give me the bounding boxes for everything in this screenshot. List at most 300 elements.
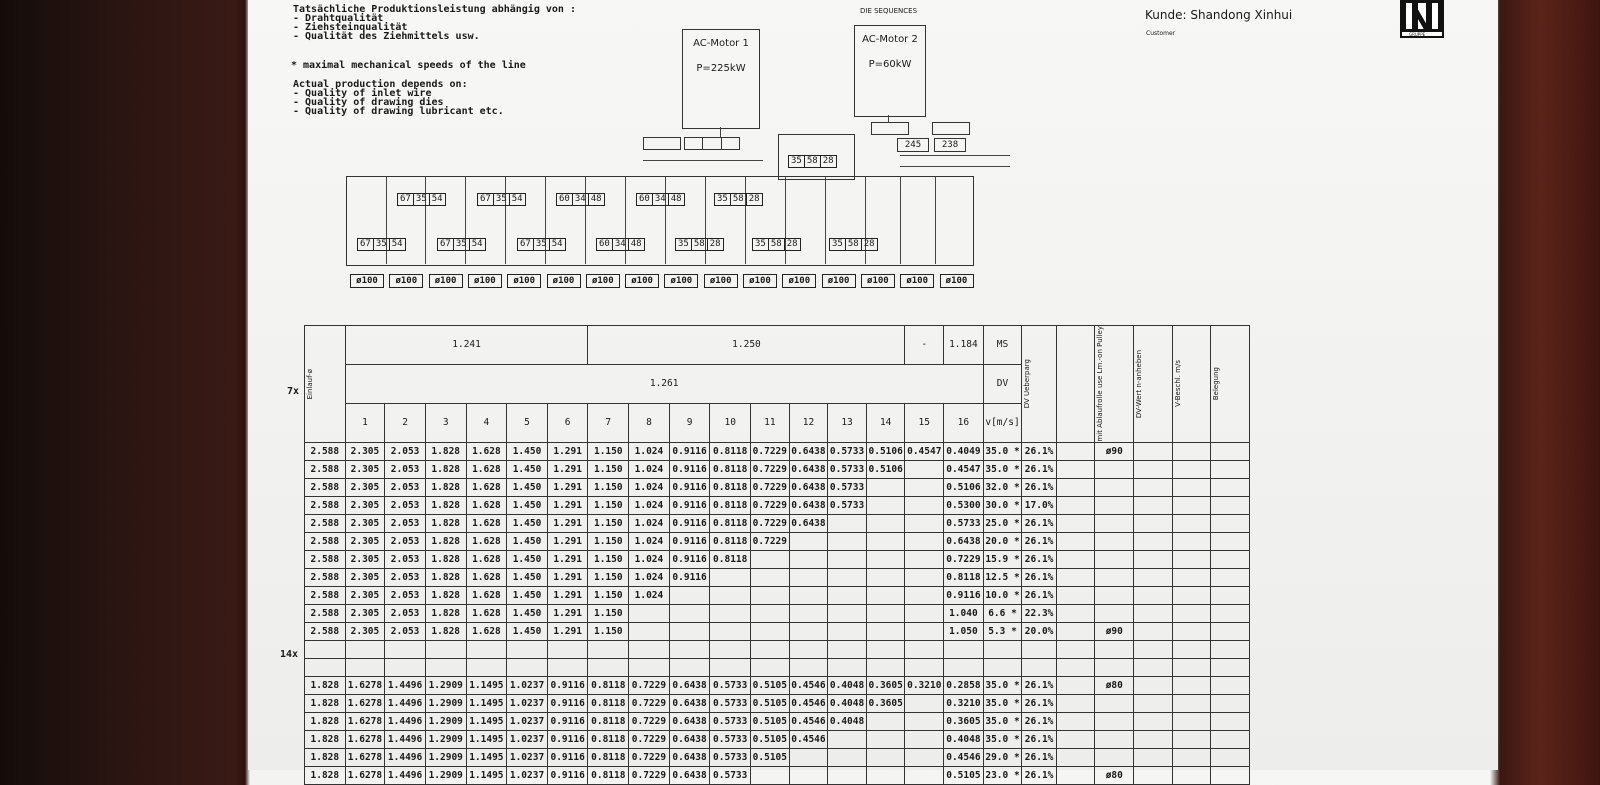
table-cell: 2.305 <box>345 496 385 514</box>
table-cell <box>1211 730 1250 748</box>
table-cell <box>905 532 944 550</box>
ratio-cell: 1.241 <box>345 326 588 365</box>
header-cell <box>305 326 346 443</box>
table-cell: 0.5733 <box>710 748 751 766</box>
header-cell <box>1095 326 1134 443</box>
table-cell: 1.628 <box>466 442 507 460</box>
kunde-value: Shandong Xinhui <box>1190 8 1293 22</box>
table-cell: 1.291 <box>547 550 588 568</box>
table-cell: 2.305 <box>345 550 385 568</box>
table-cell <box>1211 514 1250 532</box>
table-cell: 1.4496 <box>385 730 426 748</box>
table-row <box>305 712 1250 730</box>
table-cell: 1.0237 <box>507 748 548 766</box>
table-cell: 0.6438 <box>669 694 710 712</box>
table-cell <box>905 568 944 586</box>
table-cell: 2.305 <box>345 478 385 496</box>
table-cell <box>1134 676 1173 694</box>
column-number: 5 <box>507 403 548 442</box>
table-cell: 0.5105 <box>751 676 790 694</box>
table-cell: 1.4496 <box>385 694 426 712</box>
table-cell: 1.628 <box>466 568 507 586</box>
speed-cell: 35.0 * <box>983 694 1022 712</box>
dv-percent-cell: 26.1% <box>1022 514 1057 532</box>
table-row <box>305 532 1250 550</box>
table-cell <box>1134 550 1173 568</box>
table-cell <box>866 730 905 748</box>
capstan-diameter: ø100 <box>547 274 581 288</box>
table-cell <box>1134 496 1173 514</box>
table-cell <box>828 730 867 748</box>
table-cell <box>1134 442 1173 460</box>
table-cell <box>1134 604 1173 622</box>
table-cell: 0.9116 <box>547 676 588 694</box>
table-cell: 1.0237 <box>507 712 548 730</box>
dieset: 60 34 48 <box>556 193 605 206</box>
table-cell <box>789 568 828 586</box>
table-cell: 0.6438 <box>789 478 828 496</box>
row-group-prefix: 14x <box>280 649 299 660</box>
table-cell: 0.5733 <box>710 712 751 730</box>
speed-cell: 32.0 * <box>983 478 1022 496</box>
pulley-cell <box>1095 568 1134 586</box>
header-de-block <box>293 5 576 41</box>
dv-percent-cell: 26.1% <box>1022 532 1057 550</box>
table-cell <box>828 586 867 604</box>
dv-percent-cell: 26.1% <box>1022 568 1057 586</box>
table-cell <box>789 766 828 784</box>
table-cell: 1.828 <box>425 622 466 640</box>
table-cell: 1.828 <box>425 568 466 586</box>
pulley-cell <box>1095 550 1134 568</box>
speed-cell: 10.0 * <box>983 586 1022 604</box>
dv-ueber-header: DV Ueberparg <box>1023 359 1032 409</box>
capstan-diameter: ø100 <box>861 274 895 288</box>
table-cell: 0.8118 <box>588 748 629 766</box>
speed-note: * maximal mechanical speeds of the line <box>291 60 526 71</box>
table-cell <box>1095 658 1134 676</box>
table-cell: 1.6278 <box>345 748 385 766</box>
gear-block <box>702 137 740 150</box>
capstan-diameter: ø100 <box>822 274 856 288</box>
header-en-line: - Quality of drawing lubricant etc. <box>293 106 504 117</box>
table-cell: 0.8118 <box>588 766 629 784</box>
table-cell: 2.053 <box>385 478 426 496</box>
dieset: 35 58 28 <box>752 238 801 251</box>
table-cell <box>1211 496 1250 514</box>
table-cell: 0.9116 <box>547 712 588 730</box>
table-cell: 1.628 <box>466 532 507 550</box>
table-cell <box>1211 640 1250 658</box>
speed-cell: 5.3 * <box>983 622 1022 640</box>
table-cell <box>710 640 751 658</box>
table-cell <box>751 766 790 784</box>
table-cell: 2.588 <box>305 496 346 514</box>
table-cell <box>905 694 944 712</box>
table-cell: 0.5733 <box>828 442 867 460</box>
table-cell <box>828 568 867 586</box>
table-cell <box>866 568 905 586</box>
table-cell <box>1211 676 1250 694</box>
table-cell: 1.291 <box>547 442 588 460</box>
table-cell: 1.828 <box>305 766 346 784</box>
table-cell <box>1172 496 1211 514</box>
table-cell <box>1056 496 1095 514</box>
header-de-line: - Drahtqualität <box>293 13 384 24</box>
table-cell: 1.150 <box>588 514 629 532</box>
dieset: 67 35 54 <box>517 238 566 251</box>
table-cell: 0.8118 <box>710 550 751 568</box>
table-cell <box>1056 604 1095 622</box>
table-cell <box>866 658 905 676</box>
dv-percent-cell: 26.1% <box>1022 676 1057 694</box>
table-cell <box>1134 478 1173 496</box>
pulley-cell <box>1095 514 1134 532</box>
table-cell: 1.150 <box>588 622 629 640</box>
table-cell: 0.8118 <box>944 568 984 586</box>
table-cell <box>1056 442 1095 460</box>
table-cell <box>1172 766 1211 784</box>
table-cell: 0.5733 <box>944 514 984 532</box>
table-row <box>305 442 1250 460</box>
table-row <box>305 748 1250 766</box>
capstan-diameter: ø100 <box>782 274 816 288</box>
table-cell: 1.628 <box>466 460 507 478</box>
pulley-cell <box>1095 496 1134 514</box>
kunde-label: Kunde: <box>1145 8 1187 22</box>
table-cell: 1.150 <box>588 442 629 460</box>
table-cell: 0.8118 <box>588 676 629 694</box>
table-cell <box>425 658 466 676</box>
table-cell <box>385 640 426 658</box>
speed-cell: 30.0 * <box>983 496 1022 514</box>
table-cell <box>905 586 944 604</box>
pulley-cell: ø90 <box>1095 442 1134 460</box>
motor-power: P=225kW <box>696 63 746 74</box>
table-cell: 0.9116 <box>669 478 710 496</box>
table-cell: 2.053 <box>385 604 426 622</box>
table-cell <box>828 550 867 568</box>
table-cell: 0.4048 <box>828 694 867 712</box>
table-cell: 2.053 <box>385 622 426 640</box>
table-cell: 0.6438 <box>789 496 828 514</box>
table-cell <box>1056 550 1095 568</box>
dieset: 35 58 28 <box>675 238 724 251</box>
table-cell: 0.9116 <box>547 748 588 766</box>
table-cell: 1.024 <box>629 586 670 604</box>
table-cell <box>1056 622 1095 640</box>
table-cell: 0.5105 <box>751 748 790 766</box>
table-cell: 2.305 <box>345 442 385 460</box>
table-cell: 1.6278 <box>345 694 385 712</box>
table-cell <box>1172 604 1211 622</box>
header-cell <box>1211 326 1250 443</box>
gear-block <box>932 122 970 135</box>
table-cell: 0.5733 <box>828 478 867 496</box>
table-cell: 0.9116 <box>669 460 710 478</box>
speed-cell: 6.6 * <box>983 604 1022 622</box>
table-cell: 0.4048 <box>828 712 867 730</box>
column-number: 14 <box>866 403 905 442</box>
table-cell: 0.2858 <box>944 676 984 694</box>
table-cell: 1.024 <box>629 496 670 514</box>
table-cell <box>1056 478 1095 496</box>
table-cell <box>866 586 905 604</box>
table-cell <box>1056 640 1095 658</box>
table-cell <box>789 586 828 604</box>
table-cell <box>1056 676 1095 694</box>
table-cell <box>828 622 867 640</box>
table-cell <box>1172 676 1211 694</box>
header-en-block <box>293 80 504 116</box>
table-cell <box>1056 748 1095 766</box>
table-cell <box>345 640 385 658</box>
table-cell: 1.628 <box>466 622 507 640</box>
speed-cell: 15.9 * <box>983 550 1022 568</box>
table-cell <box>1134 568 1173 586</box>
table-cell <box>751 568 790 586</box>
table-cell <box>789 640 828 658</box>
table-cell <box>1134 730 1173 748</box>
table-cell: 1.450 <box>507 622 548 640</box>
table-cell: 0.8118 <box>710 478 751 496</box>
speed-cell: 35.0 * <box>983 712 1022 730</box>
table-cell: 2.305 <box>345 586 385 604</box>
table-cell: 1.4496 <box>385 676 426 694</box>
table-cell <box>1211 622 1250 640</box>
table-cell <box>905 478 944 496</box>
capstan-diameter: ø100 <box>625 274 659 288</box>
table-cell: 1.450 <box>507 568 548 586</box>
table-cell: 2.588 <box>305 532 346 550</box>
table-cell <box>905 730 944 748</box>
table-cell: 0.7229 <box>751 496 790 514</box>
table-cell <box>710 622 751 640</box>
table-cell: 0.5733 <box>710 766 751 784</box>
table-cell: 0.3605 <box>866 676 905 694</box>
table-cell: 1.291 <box>547 622 588 640</box>
dv-percent-cell: 26.1% <box>1022 442 1057 460</box>
table-cell <box>866 478 905 496</box>
table-cell: 1.150 <box>588 478 629 496</box>
table-cell: 1.150 <box>588 460 629 478</box>
dv-percent-cell: 26.1% <box>1022 748 1057 766</box>
dieset: 67 35 54 <box>397 193 446 206</box>
header-de-line: Tatsächliche Produktionsleistung abhängig von : <box>293 4 576 15</box>
table-cell: 0.9116 <box>547 694 588 712</box>
table-cell <box>1172 694 1211 712</box>
table-cell: 1.6278 <box>345 676 385 694</box>
table-cell <box>629 658 670 676</box>
table-cell <box>1172 532 1211 550</box>
table-cell <box>751 658 790 676</box>
table-cell: 0.4546 <box>944 748 984 766</box>
table-cell <box>1211 532 1250 550</box>
table-cell: 0.7229 <box>629 748 670 766</box>
table-cell <box>629 640 670 658</box>
table-cell <box>507 658 548 676</box>
table-cell: 2.053 <box>385 442 426 460</box>
header-en-line: - Quality of drawing dies <box>293 97 444 108</box>
table-cell <box>1172 622 1211 640</box>
table-cell <box>1056 766 1095 784</box>
dv-percent-cell: 26.1% <box>1022 460 1057 478</box>
table-cell <box>547 640 588 658</box>
table-cell <box>905 658 944 676</box>
table-cell: 1.024 <box>629 514 670 532</box>
table-cell <box>1134 658 1173 676</box>
table-cell <box>789 748 828 766</box>
table-cell: 2.588 <box>305 442 346 460</box>
dv-percent-cell: 26.1% <box>1022 712 1057 730</box>
dieset: 67 35 54 <box>477 193 526 206</box>
table-cell <box>385 658 426 676</box>
table-cell <box>1211 550 1250 568</box>
pulley-cell: ø90 <box>1095 622 1134 640</box>
table-cell: 1.291 <box>547 496 588 514</box>
table-cell: 0.6438 <box>944 532 984 550</box>
table-cell <box>1172 460 1211 478</box>
table-cell: 1.024 <box>629 532 670 550</box>
table-cell <box>1211 568 1250 586</box>
table-cell: 1.828 <box>425 586 466 604</box>
motor-name: AC-Motor 2 <box>862 34 918 45</box>
table-cell: 1.024 <box>629 568 670 586</box>
table-cell <box>1056 730 1095 748</box>
table-row <box>305 550 1250 568</box>
table-cell: 1.450 <box>507 604 548 622</box>
table-cell: 0.9116 <box>669 568 710 586</box>
table-cell <box>751 550 790 568</box>
ratio-cell: 1.184 <box>944 326 984 365</box>
dieset: 60 34 48 <box>636 193 685 206</box>
table-cell: 2.053 <box>385 550 426 568</box>
ratio-cell: 1.261 <box>345 364 983 403</box>
dieset: 35 58 28 <box>829 238 878 251</box>
speed-cell: 23.0 * <box>983 766 1022 784</box>
table-cell: 1.4496 <box>385 766 426 784</box>
table-row <box>305 766 1250 784</box>
table-cell: 0.9116 <box>944 586 984 604</box>
table-cell <box>1022 640 1057 658</box>
table-cell <box>866 514 905 532</box>
table-cell: 2.053 <box>385 514 426 532</box>
table-cell: 2.305 <box>345 568 385 586</box>
table-cell: 1.828 <box>305 730 346 748</box>
dv-percent-cell: 22.3% <box>1022 604 1057 622</box>
gear-block <box>643 137 681 150</box>
dv-percent-cell: 26.1% <box>1022 478 1057 496</box>
pulley-cell <box>1095 748 1134 766</box>
speed-cell: 20.0 * <box>983 532 1022 550</box>
capstan-diameter: ø100 <box>704 274 738 288</box>
pulley-cell: ø80 <box>1095 766 1134 784</box>
ratio-cell: 1.250 <box>588 326 905 365</box>
dieset: 67 35 54 <box>437 238 486 251</box>
table-cell <box>866 748 905 766</box>
table-cell: 1.150 <box>588 586 629 604</box>
table-cell: 1.150 <box>588 568 629 586</box>
table-cell <box>751 640 790 658</box>
table-cell: 1.450 <box>507 442 548 460</box>
table-cell <box>1172 748 1211 766</box>
table-row <box>305 586 1250 604</box>
table-cell <box>669 622 710 640</box>
table-cell <box>905 748 944 766</box>
table-cell <box>345 658 385 676</box>
table-cell: 0.5733 <box>710 676 751 694</box>
table-cell: 2.588 <box>305 622 346 640</box>
row-group-prefix: 7x <box>287 386 300 397</box>
table-cell <box>828 532 867 550</box>
table-cell: 0.8118 <box>588 730 629 748</box>
table-cell: 0.4547 <box>944 460 984 478</box>
table-cell <box>828 766 867 784</box>
table-cell: 1.2909 <box>425 766 466 784</box>
dv-percent-cell: 26.1% <box>1022 766 1057 784</box>
table-cell <box>1172 442 1211 460</box>
table-cell: 1.6278 <box>345 766 385 784</box>
table-cell <box>1211 442 1250 460</box>
capstan-diameter: ø100 <box>389 274 423 288</box>
header-en-line: Actual production depends on: <box>293 79 468 90</box>
table-cell: 0.4048 <box>828 676 867 694</box>
table-cell: 1.628 <box>466 478 507 496</box>
table-cell: 0.9116 <box>669 496 710 514</box>
table-cell: 0.6438 <box>669 766 710 784</box>
table-cell: 1.828 <box>425 604 466 622</box>
table-cell: 2.588 <box>305 478 346 496</box>
table-cell: 0.9116 <box>669 514 710 532</box>
table-cell <box>629 622 670 640</box>
table-cell <box>866 640 905 658</box>
logo-text: GRUPPE <box>1409 32 1426 37</box>
table-cell <box>1056 326 1095 443</box>
table-cell: 1.450 <box>507 514 548 532</box>
table-cell: 1.1495 <box>466 748 507 766</box>
table-cell: 1.291 <box>547 532 588 550</box>
pulley-cell <box>1095 460 1134 478</box>
capstan-diameter: ø100 <box>940 274 974 288</box>
table-cell: 1.291 <box>547 514 588 532</box>
column-number: 15 <box>905 403 944 442</box>
table-row <box>305 496 1250 514</box>
table-cell <box>1134 622 1173 640</box>
table-cell <box>1172 586 1211 604</box>
table-cell <box>789 604 828 622</box>
table-row <box>305 568 1250 586</box>
speed-cell: 29.0 * <box>983 748 1022 766</box>
table-cell: 0.6438 <box>669 712 710 730</box>
drawing-machine-frame <box>346 176 974 266</box>
table-cell: 1.0237 <box>507 694 548 712</box>
table-cell: 0.3210 <box>905 676 944 694</box>
table-cell: 0.6438 <box>789 514 828 532</box>
table-cell: 1.040 <box>944 604 984 622</box>
table-cell: 1.150 <box>588 532 629 550</box>
table-cell: 2.305 <box>345 514 385 532</box>
dv-cell: DV <box>983 364 1022 403</box>
table-cell <box>828 604 867 622</box>
die-sequence-table <box>304 325 1250 785</box>
table-cell: 0.5105 <box>944 766 984 784</box>
pulley-cell <box>1095 712 1134 730</box>
table-cell <box>547 658 588 676</box>
table-cell <box>866 550 905 568</box>
speed-cell: 35.0 * <box>983 460 1022 478</box>
dv-percent-cell: 26.1% <box>1022 586 1057 604</box>
pulley-cell: ø80 <box>1095 676 1134 694</box>
